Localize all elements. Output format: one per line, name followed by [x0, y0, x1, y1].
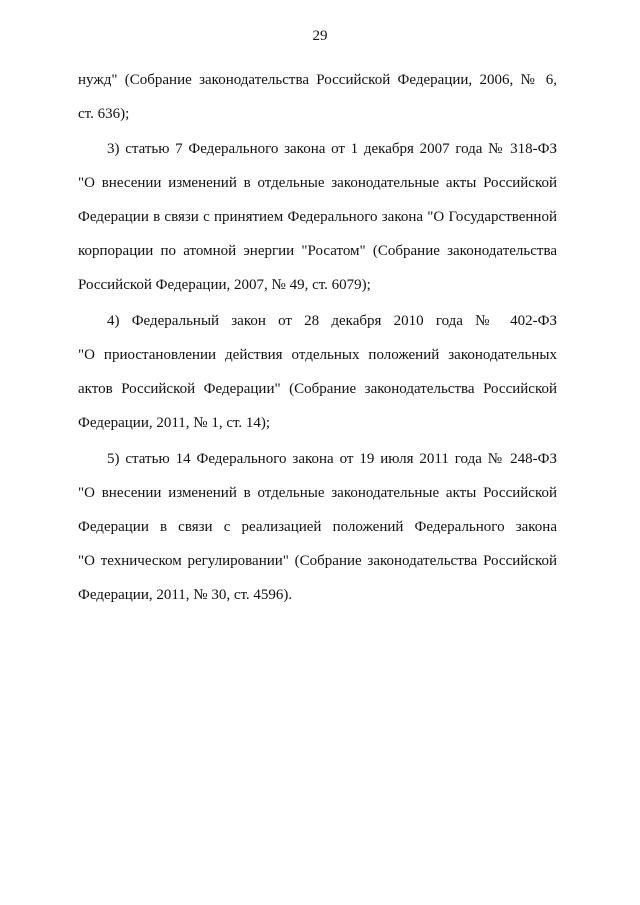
item-5-line: 5) статью 14 Федерального закона от 19 июля 2011 года № 248-ФЗ — [107, 451, 557, 467]
text-line: Российской Федерации, 2007, № 49, ст. 6079); — [78, 277, 371, 293]
text-line: Федерации в связи с реализацией положений Федерального закона — [78, 519, 557, 535]
item-4-line: 4) Федеральный закон от 28 декабря 2010 года № 402-ФЗ — [107, 313, 557, 329]
text-line: "О внесении изменений в отдельные законодательные акты Российской — [78, 175, 557, 191]
text-line: Федерации, 2011, № 1, ст. 14); — [78, 415, 271, 431]
text-line: актов Российской Федерации" (Собрание законодательства Российской — [78, 381, 557, 397]
text-line: "О техническом регулировании" (Собрание законодательства Российской — [78, 553, 557, 569]
item-3-line: 3) статью 7 Федерального закона от 1 декабря 2007 года № 318-ФЗ — [107, 141, 557, 157]
text-line: корпорации по атомной энергии "Росатом" (Собрание законодательства — [78, 243, 557, 259]
text-line: "О приостановлении действия отдельных положений законодательных — [78, 347, 557, 363]
text-line: Федерации, 2011, № 30, ст. 4596). — [78, 587, 293, 603]
text-line: Федерации в связи с принятием Федерального закона "О Государственной — [78, 209, 557, 225]
page-number: 29 — [312, 28, 328, 44]
text-line: ст. 636); — [78, 106, 130, 122]
text-line: нужд" (Собрание законодательства Российской Федерации, 2006, № 6, — [78, 72, 557, 88]
text-line: "О внесении изменений в отдельные законодательные акты Российской — [78, 485, 557, 501]
